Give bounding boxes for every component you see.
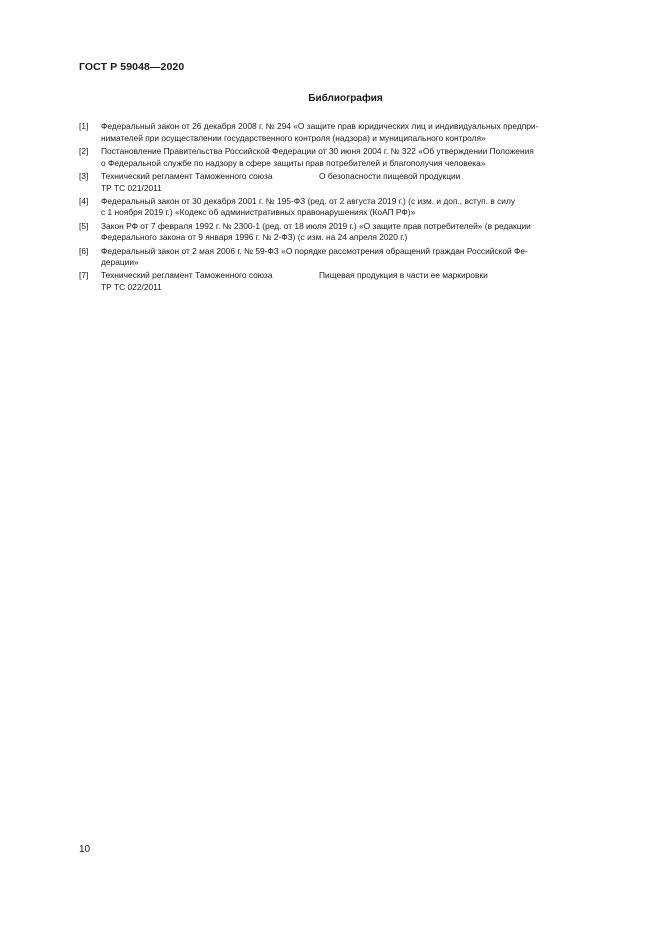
entry-number: [5]	[79, 220, 89, 231]
regulation-code: ТР ТС 021/2011	[101, 182, 162, 193]
entry-number: [6]	[79, 245, 89, 256]
entry-text	[101, 171, 614, 194]
entry-text: Федеральный закон от 30 декабря 2001 г. № 195-ФЗ (ред. от 2 августа 2019 г.) (с изм. и доп., вступ. в силу с 1 ноября 2019 г.) «Кодекс об административных правонарушениях (КоАП РФ)»	[101, 195, 516, 218]
bibliography-entry-3	[79, 171, 614, 194]
entry-text: Федеральный закон от 26 декабря 2008 г. № 294 «О защите прав юридических лиц и индивидуальных предпри- нимателей при осуществлении государственного контроля (надзора) и муниципального контроля»	[101, 121, 539, 143]
entry-number: [7]	[79, 270, 89, 281]
regulation-title: О безопасности пищевой продукции	[319, 170, 461, 181]
entry-text: Постановление Правительства Российской Федерации от 30 июня 2004 г. № 322 «Об утверждении Положения о Федеральной службе по надзору в сфере защиты прав потребителей и благополучия человека»	[101, 145, 534, 168]
bibliography-entry-5	[79, 221, 614, 244]
entry-number: [2]	[79, 145, 89, 156]
page-number: 10	[79, 844, 91, 855]
bibliography-list	[79, 121, 614, 295]
regulation-label: Технический регламент Таможенного союза	[101, 170, 273, 181]
regulation-title: Пищевая продукция в части ее маркировки	[319, 270, 488, 281]
entry-number: [4]	[79, 195, 89, 206]
entry-text	[101, 270, 614, 293]
entry-text: Федеральный закон от 2 мая 2006 г. № 59-ФЗ «О порядке рассмотрения обращений граждан Российской Фе- дерации»	[101, 245, 528, 268]
bibliography-entry-1	[79, 121, 614, 144]
regulation-code: ТР ТС 022/2011	[101, 282, 162, 293]
standard-designation: ГОСТ Р 59048—2020	[79, 61, 185, 73]
bibliography-entry-2	[79, 146, 614, 169]
bibliography-entry-7	[79, 270, 614, 293]
bibliography-entry-4	[79, 196, 614, 219]
entry-number: [3]	[79, 170, 89, 181]
entry-text: Закон РФ от 7 февраля 1992 г. № 2300-1 (ред. от 18 июля 2019 г.) «О защите прав потребителей» (в редакции Федерального закона от 9 января 1996 г. № 2-ФЗ) (с изм. на 24 апреля 2020 г.)	[101, 220, 531, 243]
bibliography-entry-6	[79, 246, 614, 269]
bibliography-title: Библиография	[308, 93, 383, 104]
regulation-label: Технический регламент Таможенного союза	[101, 270, 273, 281]
entry-number: [1]	[79, 121, 89, 131]
